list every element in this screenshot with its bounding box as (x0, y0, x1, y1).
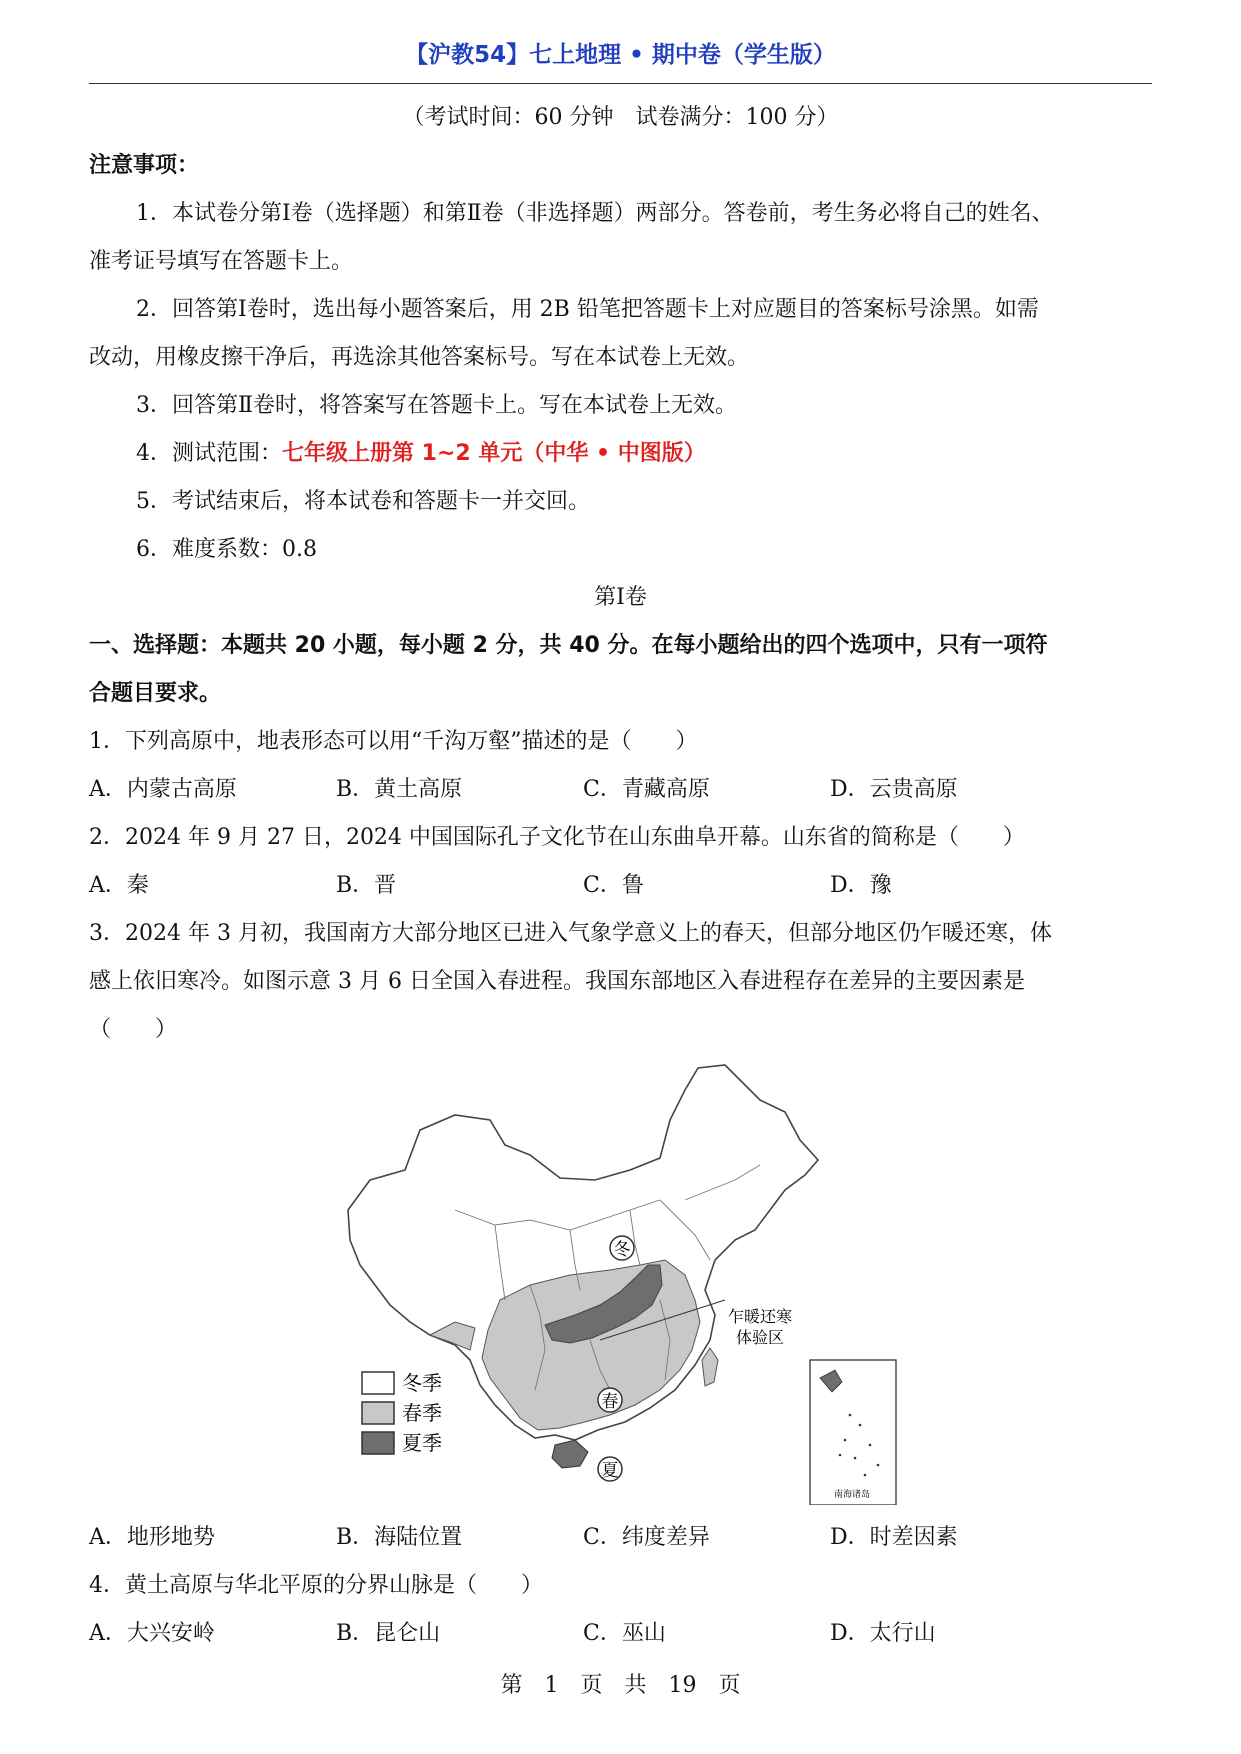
taiwan-island (702, 1348, 718, 1386)
exam-title: 【沪教54】七上地理 • 期中卷（学生版） (405, 42, 836, 68)
question-3-stem-line-2: 感上依旧寒冷。如图示意 3 月 6 日全国入春进程。我国东部地区入春进程存在差异的主要因素是 (89, 969, 1025, 994)
callout-text-1: 乍暖还寒 (727, 1307, 793, 1326)
question-4-option-b[interactable]: B．昆仑山 (336, 1621, 441, 1646)
question-4-option-c[interactable]: C．巫山 (583, 1621, 666, 1646)
legend-swatch-winter (362, 1372, 394, 1394)
question-1-option-d[interactable]: D．云贵高原 (830, 777, 958, 802)
callout-text-2: 体验区 (735, 1328, 785, 1347)
note-6: 6．难度系数：0.8 (136, 537, 317, 562)
note-2-line-1: 2．回答第Ⅰ卷时，选出每小题答案后，用 2B 铅笔把答题卡上对应题目的答案标号涂黑。如需 (136, 297, 1039, 322)
note-4 (136, 436, 706, 467)
legend-swatch-spring (362, 1402, 394, 1424)
section-heading-line-2: 合题目要求。 (89, 681, 222, 706)
question-3-option-b[interactable]: B．海陆位置 (336, 1525, 463, 1550)
legend-swatch-summer (362, 1432, 394, 1454)
winter-marker-label: 冬 (613, 1240, 631, 1260)
legend-label-summer: 夏季 (402, 1431, 442, 1455)
spring-progress-map (330, 1060, 910, 1505)
note-5: 5．考试结束后，将本试卷和答题卡一并交回。 (136, 489, 590, 514)
note-1-line-2: 准考证号填写在答题卡上。 (89, 249, 354, 274)
legend-label-spring: 春季 (402, 1401, 442, 1425)
section-heading-line-1: 一、选择题：本题共 20 小题，每小题 2 分，共 40 分。在每小题给出的四个选项中，只有一项符 (89, 633, 1048, 658)
question-4-stem: 4．黄土高原与华北平原的分界山脉是（ ） (89, 1573, 543, 1598)
question-2-stem: 2．2024 年 9 月 27 日，2024 中国国际孔子文化节在山东曲阜开幕。山东省的简称是（ ） (89, 825, 1025, 850)
question-1-option-c[interactable]: C．青藏高原 (583, 777, 710, 802)
question-2-option-d[interactable]: D．豫 (830, 873, 892, 898)
notes-heading: 注意事项： (89, 153, 200, 178)
note-3: 3．回答第Ⅱ卷时，将答案写在答题卡上。写在本试卷上无效。 (136, 393, 737, 418)
note-1-line-1: 1．本试卷分第Ⅰ卷（选择题）和第Ⅱ卷（非选择题）两部分。答卷前，考生务必将自己的姓名、 (136, 201, 1054, 226)
question-4-option-d[interactable]: D．太行山 (830, 1621, 936, 1646)
question-4-option-a[interactable]: A．大兴安岭 (89, 1621, 215, 1646)
question-1-option-a[interactable]: A．内蒙古高原 (89, 777, 237, 802)
note-4-prefix: 4．测试范围： (136, 441, 282, 466)
test-scope: 七年级上册第 1~2 单元（中华 • 中图版） (282, 441, 706, 466)
question-1-option-b[interactable]: B．黄土高原 (336, 777, 463, 802)
summer-marker-label: 夏 (601, 1461, 619, 1481)
question-1-stem: 1．下列高原中，地表形态可以用“千沟万壑”描述的是（ ） (89, 729, 698, 754)
volume-title: 第Ⅰ卷 (594, 585, 647, 610)
question-2-option-b[interactable]: B．晋 (336, 873, 397, 898)
question-2-option-a[interactable]: A．秦 (89, 873, 149, 898)
question-2-option-c[interactable]: C．鲁 (583, 873, 644, 898)
header-divider (89, 83, 1152, 84)
question-3-option-d[interactable]: D．时差因素 (830, 1525, 958, 1550)
exam-info: （考试时间：60 分钟 试卷满分：100 分） (402, 105, 839, 130)
page-number: 第 1 页 共 19 页 (500, 1673, 741, 1698)
legend-label-winter: 冬季 (402, 1371, 442, 1395)
spring-marker-label: 春 (601, 1392, 619, 1412)
question-3-stem-line-3: （ ） (89, 1017, 178, 1042)
question-3-option-a[interactable]: A．地形地势 (89, 1525, 215, 1550)
question-3-option-c[interactable]: C．纬度差异 (583, 1525, 710, 1550)
hainan-island (552, 1440, 588, 1468)
china-map-figure (330, 1060, 910, 1505)
inset-label: 南海诸岛 (833, 1490, 871, 1500)
question-3-stem-line-1: 3．2024 年 3 月初，我国南方大部分地区已进入气象学意义上的春天，但部分地区仍乍暖还寒，体 (89, 921, 1052, 946)
note-2-line-2: 改动，用橡皮擦干净后，再选涂其他答案标号。写在本试卷上无效。 (89, 345, 750, 370)
